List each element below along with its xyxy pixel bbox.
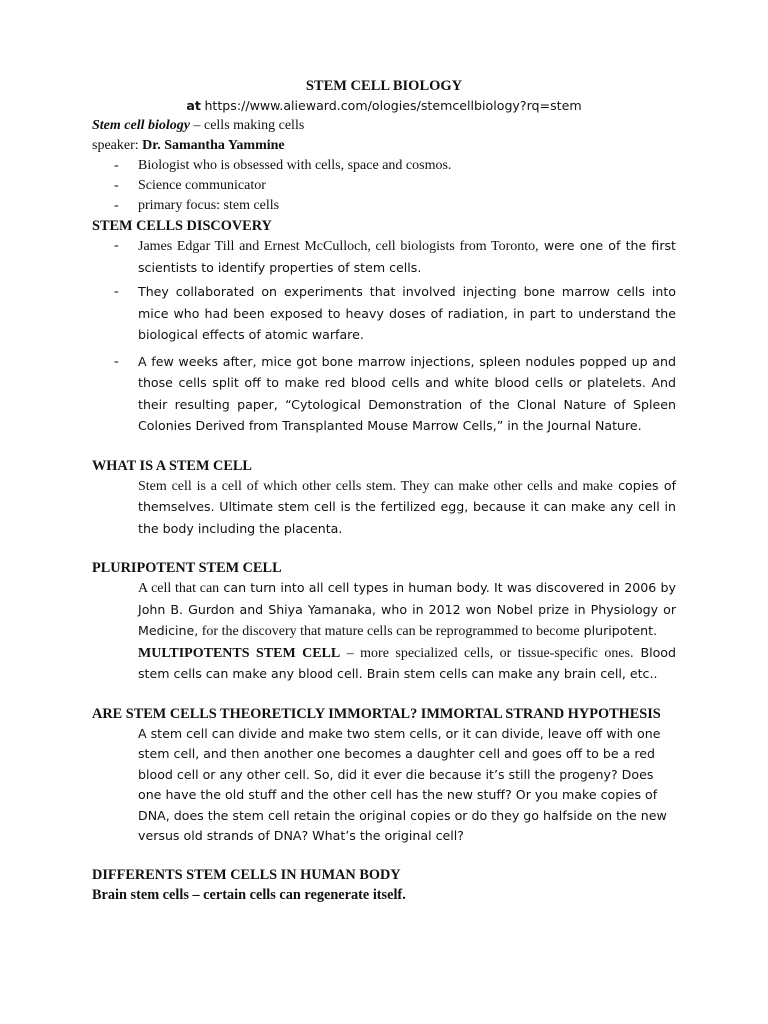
discovery-bullet-text: were one of the first scientists to identify properties of stem cells.: [138, 238, 676, 275]
topic-rest: – cells making cells: [189, 118, 305, 133]
what-is-text: copies of themselves. Ultimate stem cell is the fertilized egg, because it can make any cell in the body including the placenta.: [138, 477, 677, 536]
discovery-bullet: [92, 282, 676, 347]
document-title: STEM CELL BIOLOGY: [305, 78, 463, 94]
multipotent-text: Blood stem cells can make any blood cell. Brain stem cells can make any brain cell, etc..: [138, 644, 677, 681]
discovery-bullet-text: James Edgar Till and Ernest McCulloch, cell biologists from Toronto,: [138, 239, 539, 254]
pluripotent-text: pluripotent.: [579, 623, 658, 638]
source-at: at: [186, 98, 201, 113]
multipotent-paragraph: [138, 643, 676, 686]
what-is-paragraph: [138, 476, 676, 541]
speaker-bullet-list: [92, 156, 676, 216]
section-heading-different: DIFFERENTS STEM CELLS IN HUMAN BODY: [92, 866, 401, 883]
topic-line: [92, 116, 676, 136]
discovery-bullet-list: [92, 236, 676, 438]
speaker-bullet: - Science communicator: [92, 176, 676, 196]
speaker-line: [92, 136, 676, 156]
pluripotent-text: A cell that can: [138, 581, 220, 596]
section-heading-what-is: WHAT IS A STEM CELL: [92, 457, 252, 474]
immortal-paragraph: A stem cell can divide and make two stem cells, or it can divide, leave off with one stem cell, and then another one becomes a daughter cell and goes off to be a red blood cell or any other cell. So, did it ever die because it’s still the progeny? Does one have the old stuff and the other cell has the new stuff? Or you make copies of DNA, does the stem cell retain the original copies or do they go halfside on the new versus old strands of DNA? What’s the original cell?: [138, 725, 667, 843]
pluripotent-text: can turn into all cell types in human body. It was discovered in 2006 by John B. Gurdon and Shiya Yamanaka, who in 2012 won Nobel prize in Physiology or Medicine,: [138, 580, 677, 638]
speaker-bullet: - primary focus: stem cells: [92, 196, 676, 216]
speaker-label: speaker:: [92, 138, 143, 153]
discovery-bullet-text: A few weeks after, mice got bone marrow injections, spleen nodules popped up and those cells split off to make red blood cells and white blood cells or platelets. And their resulting paper, “Cytological Demonstration of the Clonal Nature of Spleen Colonies Derived from Transplanted Mouse Marrow Cells,” in the Journal Nature.: [138, 353, 676, 433]
pluripotent-paragraph: [138, 578, 676, 643]
discovery-bullet-text: They collaborated on experiments that involved injecting bone marrow cells into mice who had been exposed to heavy doses of radiation, in part to understand the biological effects of atomic warfare.: [138, 284, 676, 342]
section-heading-immortal: ARE STEM CELLS THEORETICLY IMMORTAL? IMMORTAL STRAND HYPOTHESIS: [92, 705, 661, 722]
source-url: https://www.alieward.com/ologies/stemcellbiology?rq=stem: [204, 98, 582, 113]
source-line: [92, 96, 676, 116]
multipotent-text: – more specialized cells, or tissue-specific ones.: [340, 645, 634, 661]
multipotent-heading: MULTIPOTENTS STEM CELL: [138, 645, 341, 661]
speaker-name: Dr. Samantha Yammine: [142, 138, 285, 153]
section-heading-discovery: STEM CELLS DISCOVERY: [92, 218, 272, 234]
discovery-bullet: [92, 236, 676, 279]
what-is-text: Stem cell is a cell of which other cells stem. They can make other cells and make: [138, 478, 613, 494]
speaker-bullet: - Biologist who is obsessed with cells, space and cosmos.: [92, 156, 676, 176]
section-heading-pluripotent: PLURIPOTENT STEM CELL: [92, 560, 282, 576]
brain-stem-cells-line: Brain stem cells – certain cells can regenerate itself.: [92, 886, 406, 903]
topic-name: Stem cell biology: [92, 118, 190, 133]
pluripotent-text: for the discovery that mature cells can be reprogrammed to become: [198, 624, 580, 639]
discovery-bullet: [92, 352, 676, 438]
